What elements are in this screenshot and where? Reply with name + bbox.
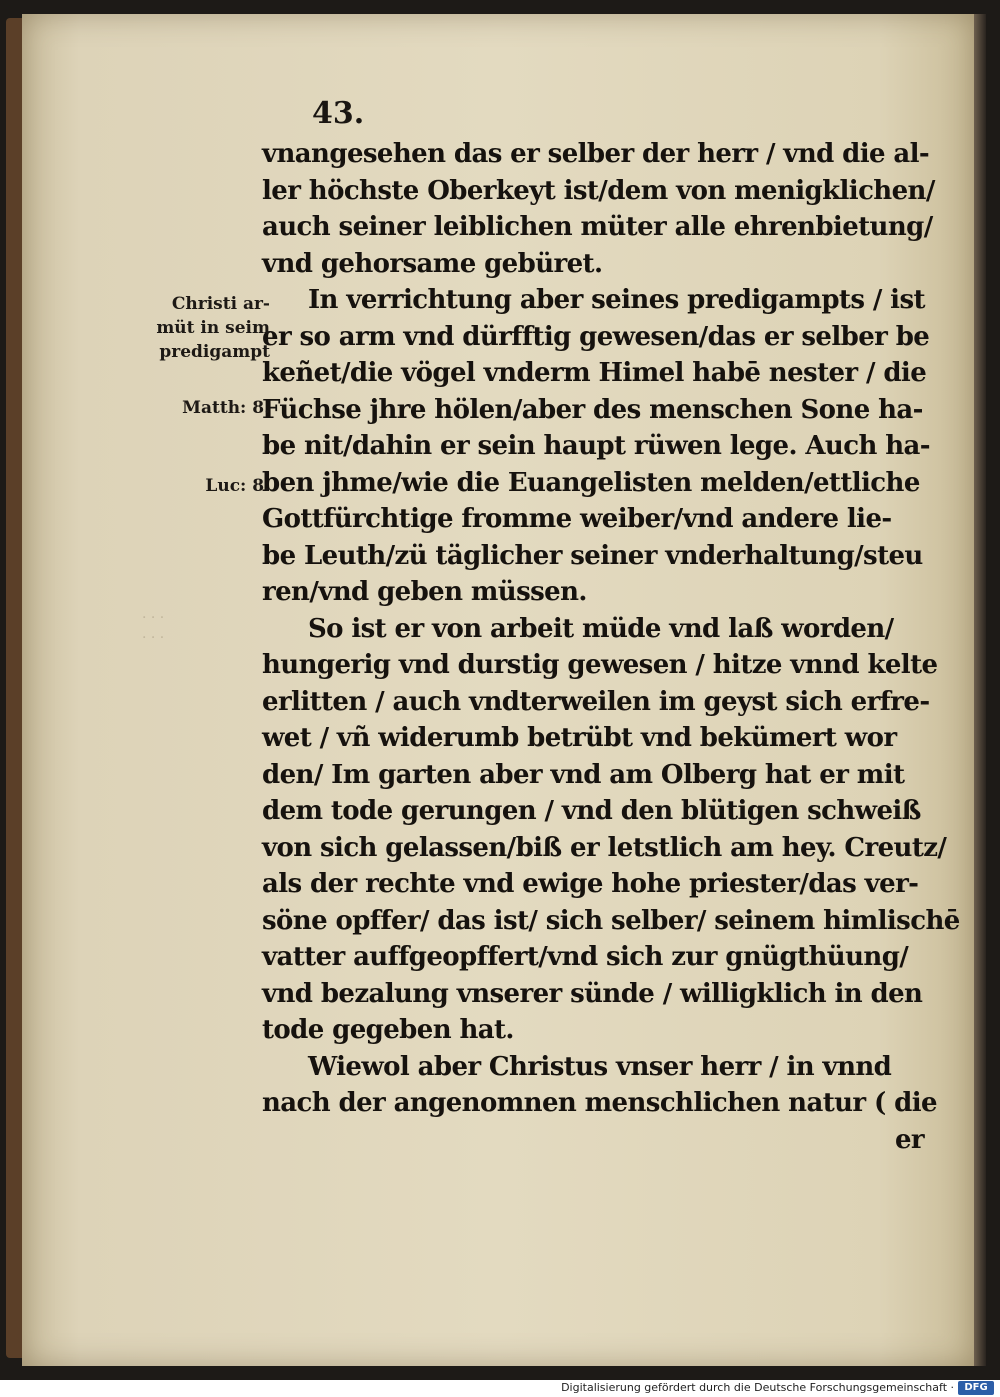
dfg-logo: DFG [958, 1381, 994, 1395]
page-number: 43. [312, 96, 365, 131]
marginal-note-christi [130, 292, 270, 364]
text-line: auch seiner leiblichen müter alle ehrenbietung/ [262, 212, 933, 242]
text-line: tode gegeben hat. [262, 1015, 514, 1045]
text-line: nach der angenomnen menschlichen natur ( die [262, 1088, 937, 1118]
page-edge-shadow [974, 14, 986, 1366]
text-line: von sich gelassen/biß er letstlich am hey. Creutz/ [262, 832, 947, 863]
text-line: vnd gehorsame gebüret. [262, 248, 603, 279]
marginal-note-luke [130, 474, 270, 498]
text-line: hungerig vnd durstig gewesen / hitze vnnd kelte [262, 650, 938, 680]
text-line: erlitten / auch vndterweilen im geyst sich erfre- [262, 686, 930, 717]
bleed-through-marks: · · · · · · [142, 610, 165, 646]
text-line: ler höchste Oberkeyt ist/dem von menigklichen/ [262, 175, 935, 206]
text-line: ben jhme/wie die Euangelisten melden/ettliche [262, 467, 920, 498]
catchword: er [894, 1124, 924, 1155]
marginal-line: Luc: 8. [205, 476, 270, 496]
marginal-line: müt in seim [156, 318, 270, 338]
text-line: So ist er von arbeit müde vnd laß worden/ [308, 613, 894, 644]
text-line: Wiewol aber Christus vnser herr / in vnnd [308, 1051, 892, 1082]
text-line: In verrichtung aber seines predigampts / ist [308, 285, 925, 315]
text-line: wet / vñ widerumb betrübt vnd bekümert wor [262, 723, 897, 753]
text-line: vnangesehen das er selber der herr / vnd die al- [262, 139, 930, 169]
text-line: dem tode gerungen / vnd den blütigen schweiß [262, 796, 921, 826]
marginal-line: Christi ar- [171, 294, 270, 314]
text-line: söne opffer/ das ist/ sich selber/ seinem himlischē [262, 905, 960, 936]
marginal-line: Matth: 8. [182, 398, 270, 418]
text-line: er so arm vnd dürfftig gewesen/das er selber be [262, 321, 930, 352]
text-line: Gottfürchtige fromme weiber/vnd andere lie- [262, 504, 892, 534]
text-line: vatter auffgeopffert/vnd sich zur gnügthüung/ [262, 942, 909, 972]
text-line: Füchse jhre hölen/aber des menschen Sone ha- [262, 394, 923, 425]
marginal-line: predigampt [159, 342, 270, 362]
text-line: be Leuth/zü täglicher seiner vnderhaltung/steu [262, 540, 923, 571]
text-line: keñet/die vögel vnderm Himel habē nester / die [262, 358, 927, 388]
text-line: als der rechte vnd ewige hohe priester/das ver- [262, 869, 919, 899]
digitization-credit: Digitalisierung gefördert durch die Deutsche Forschungsgemeinschaft · [561, 1381, 954, 1394]
text-line: den/ Im garten aber vnd am Olberg hat er mit [262, 759, 905, 790]
marginal-note-matthew [130, 396, 270, 420]
text-line: vnd bezalung vnserer sünde / willigklich in den [262, 978, 923, 1009]
main-text-block [262, 136, 960, 1158]
text-line: ren/vnd geben müssen. [262, 577, 587, 607]
text-line: be nit/dahin er sein haupt rüwen lege. Auch ha- [262, 431, 930, 461]
